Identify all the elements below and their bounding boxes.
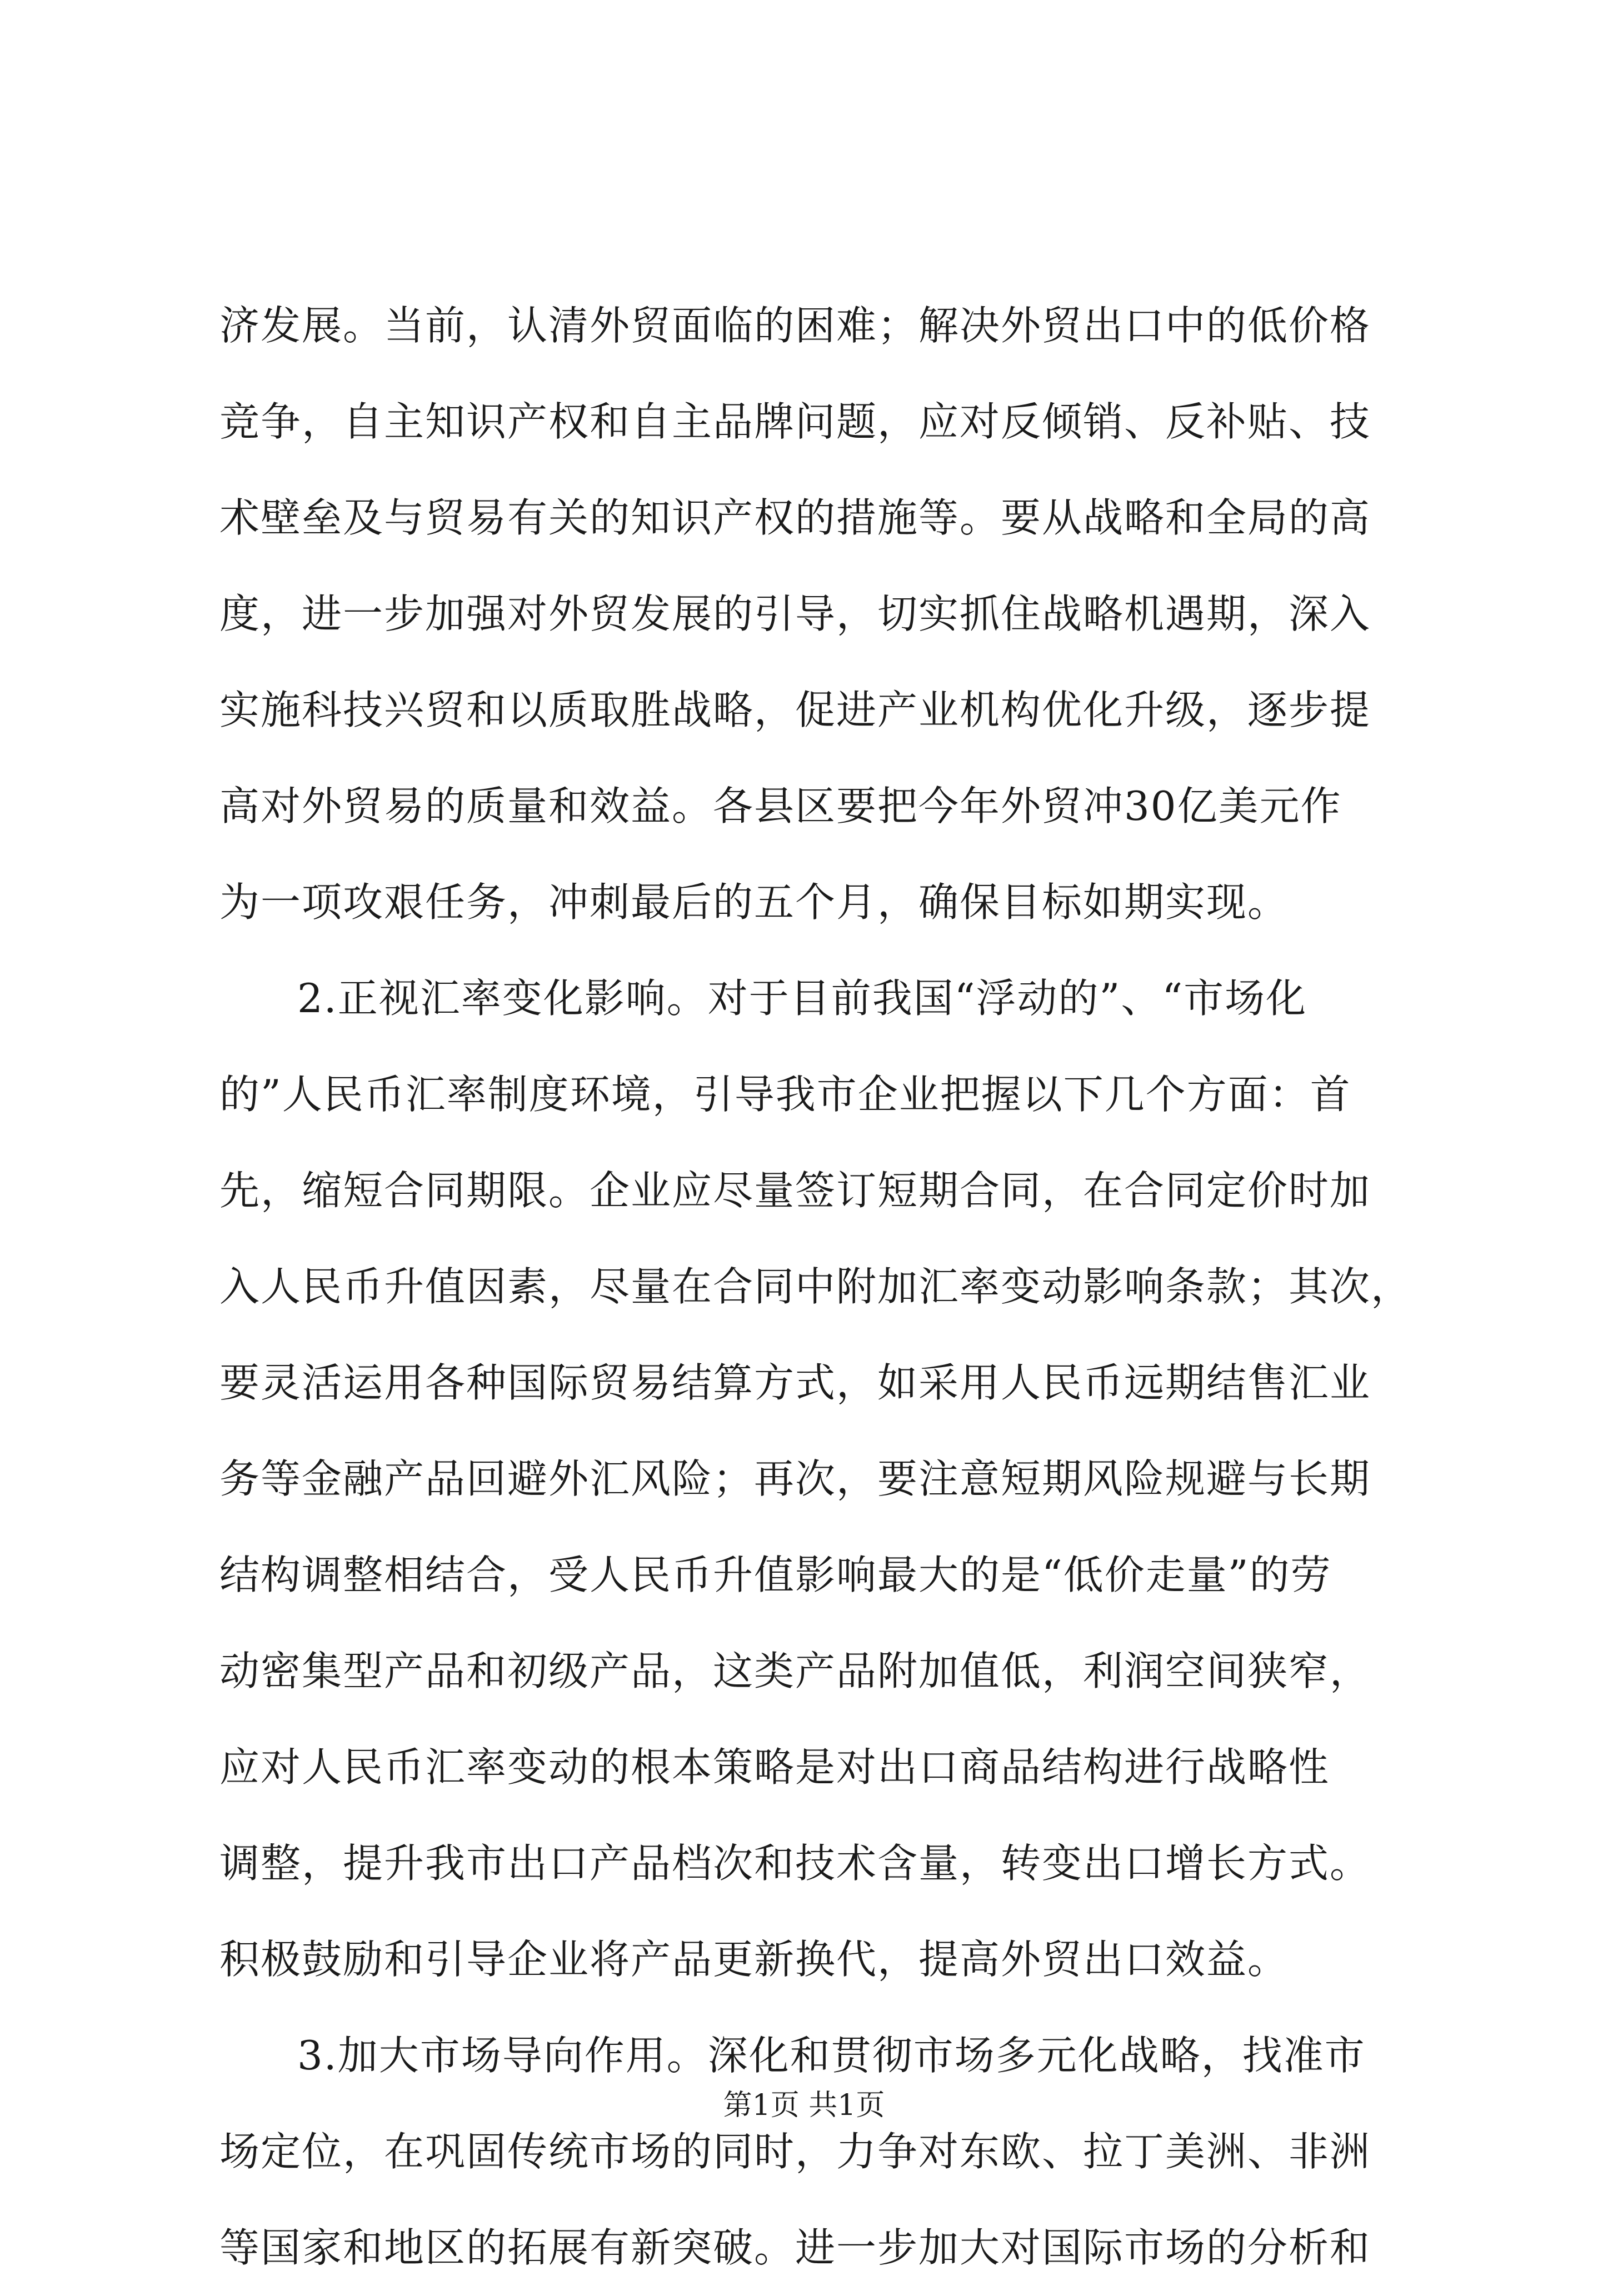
text-line: 的”人民币汇率制度环境，引导我市企业把握以下几个方面：首	[219, 1071, 1351, 1118]
text-line: 结构调整相结合，受人民币升值影响最大的是“低价走量”的劳	[219, 1552, 1332, 1598]
text-line: 高对外贸易的质量和效益。各县区要把今年外贸冲30亿美元作	[219, 783, 1342, 829]
text-line: 实施科技兴贸和以质取胜战略，促进产业机构优化升级，逐步提	[219, 687, 1371, 733]
paragraph-start-line: 2.正视汇率变化影响。对于目前我国“浮动的”、“市场化	[297, 975, 1307, 1022]
page-footer: 第1页 共1页	[723, 2089, 885, 2122]
text-line: 入人民币升值因素，尽量在合同中附加汇率变动影响条款；其次，	[219, 1263, 1412, 1310]
text-line: 竞争，自主知识产权和自主品牌问题，应对反倾销、反补贴、技	[219, 398, 1371, 445]
text-line: 先，缩短合同期限。企业应尽量签订短期合同，在合同定价时加	[219, 1167, 1371, 1214]
text-line: 务等金融产品回避外汇风险；再次，要注意短期风险规避与长期	[219, 1455, 1371, 1502]
text-line: 术壁垒及与贸易有关的知识产权的措施等。要从战略和全局的高	[219, 494, 1371, 541]
body-text	[219, 278, 1420, 2296]
text-line: 调整，提升我市出口产品档次和技术含量，转变出口增长方式。	[219, 1840, 1371, 1887]
text-line: 应对人民币汇率变动的根本策略是对出口商品结构进行战略性	[219, 1744, 1330, 1790]
text-line: 度，进一步加强对外贸发展的引导，切实抓住战略机遇期，深入	[219, 591, 1371, 637]
text-line: 为一项攻艰任务，冲刺最后的五个月，确保目标如期实现。	[219, 879, 1289, 926]
text-line: 要灵活运用各种国际贸易结算方式，如采用人民币远期结售汇业	[219, 1359, 1371, 1406]
text-line: 场定位，在巩固传统市场的同时，力争对东欧、拉丁美洲、非洲	[219, 2128, 1371, 2175]
text-line: 济发展。当前，认清外贸面临的困难；解决外贸出口中的低价格	[219, 302, 1371, 349]
paragraph-start-line: 3.加大市场导向作用。深化和贯彻市场多元化战略，找准市	[297, 2032, 1366, 2079]
text-line: 等国家和地区的拓展有新突破。进一步加大对国际市场的分析和	[219, 2224, 1371, 2271]
text-line: 积极鼓励和引导企业将产品更新换代，提高外贸出口效益。	[219, 1936, 1289, 1983]
text-line: 动密集型产品和初级产品，这类产品附加值低，利润空间狭窄，	[219, 1648, 1371, 1694]
